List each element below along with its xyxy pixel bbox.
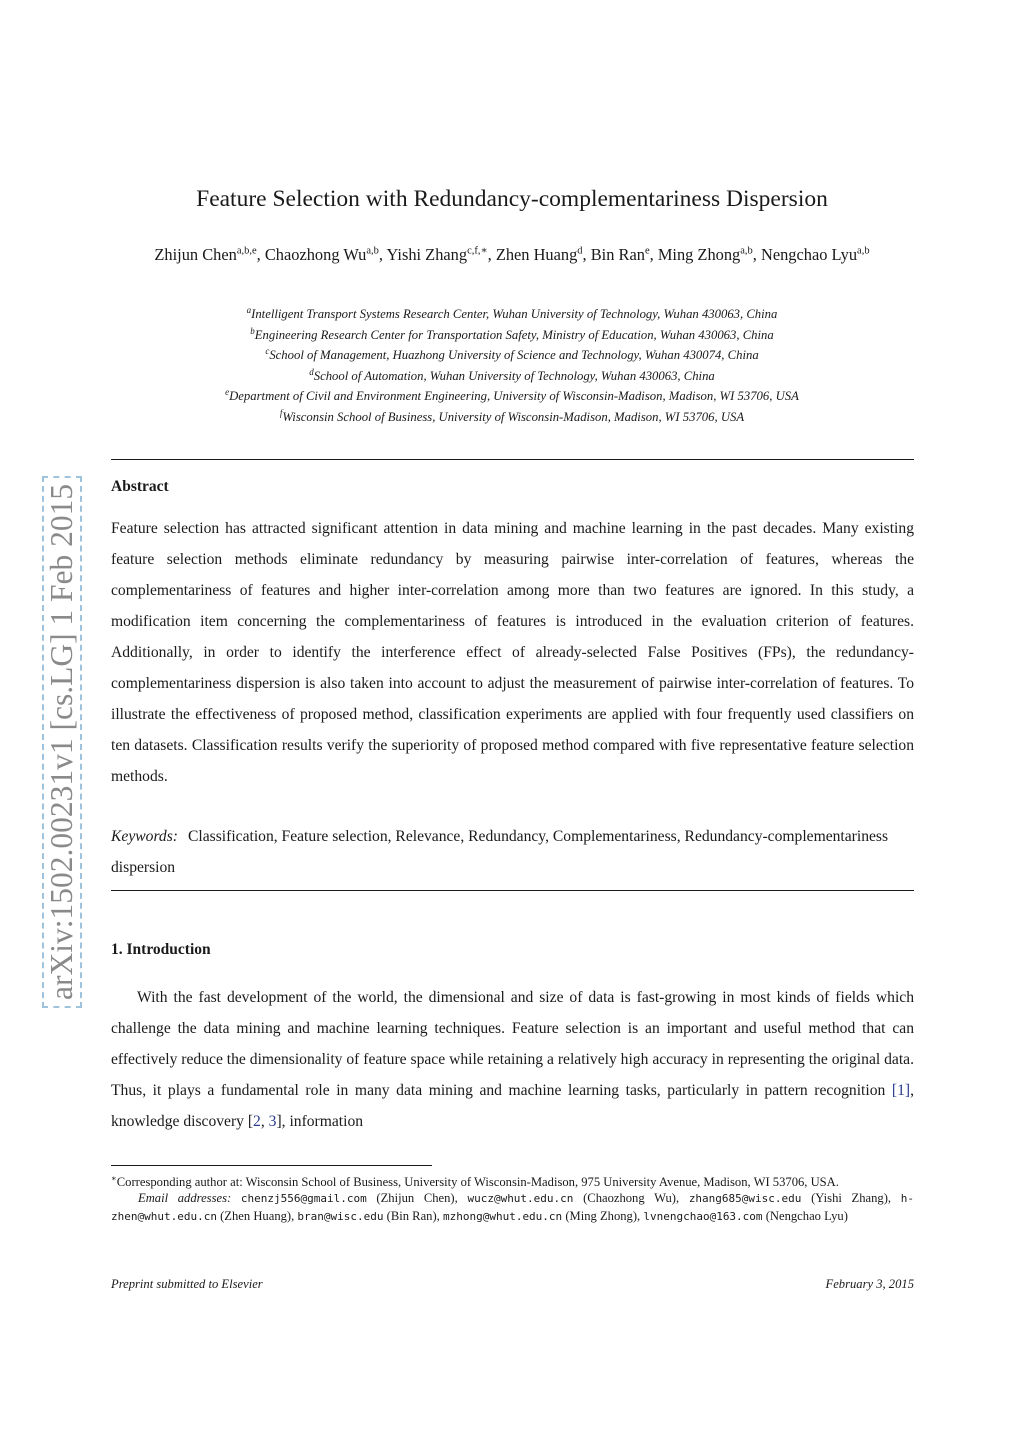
author: Nengchao Lyu$^{a,b}$ [760,245,870,265]
affiliation: $^c$School of Management, Huazhong University of Science and Technology, Wuhan 430074, China [265,346,759,363]
abstract-text: Feature selection has attracted significant attention in data mining and machine learning in the past decades. Many existing feature selection methods eliminate redundancy by measuring pairwise inter-correlation of features, whereas the complementariness of features and higher inter-correlation among more than two features are ignored. In this study, a modification item concerning the complementariness of features is introduced in the evaluation criterion of features. Additionally, in order to identify the interference effect of already-selected False Positives (FPs), the redundancy-complementariness dispersion is also taken into account to adjust the measurement of pairwise inter-correlation of features. To illustrate the effectiveness of proposed method, classification experiments are applied with four frequently used classifiers on ten datasets. Classification results verify the superiority of proposed method compared with five representative feature selection methods. [111,520,914,785]
author: Zhen Huang$^d$, [495,245,591,265]
email-link[interactable]: chenzj556@gmail.com [240,1192,367,1206]
corresponding-author-note: ∗Corresponding author at: Wisconsin School of Business, University of Wisconsin-Madison, 975 University Avenue, Madison, WI 53706, USA. [111,1173,839,1190]
author-list [112,241,912,266]
affiliation: $^f$Wisconsin School of Business, University of Wisconsin-Madison, Madison, WI 53706, USA [279,407,745,424]
affiliation: $^e$Department of Civil and Environment Engineering, University of Wisconsin-Madison, Madison, WI 53706, USA [225,387,799,404]
citation-link[interactable]: [1] [891,1082,911,1099]
preprint-note: Preprint submitted to Elsevier [111,1277,263,1291]
footnote [111,1170,914,1225]
abstract-bottom-rule [111,890,914,891]
keywords-list: Classification, Feature selection, Relevance, Redundancy, Complementariness, Redundancy-complementariness dispersion [111,828,889,876]
introduction-paragraph: With the fast development of the world, the dimensional and size of data is fast-growing in most kinds of fields which challenge the data mining and machine learning techniques. Feature selection is an important and useful method that can effectively reduce the dimensionality of feature space while retaining a relatively high accuracy in representing the original data. Thus, it plays a fundamental role in many data mining and machine learning tasks, particularly in pattern recognition [1], knowledge discovery [2, 3], information [111,989,914,1130]
email-link[interactable]: mzhong@whut.edu.cn [442,1209,563,1223]
author: Bin Ran$^e$, [590,245,658,265]
affiliation: $^b$Engineering Research Center for Transportation Safety, Ministry of Education, Wuhan 430063, China [250,325,774,342]
paper-title: Feature Selection with Redundancy-complementariness Dispersion [196,186,828,212]
affiliation: $^d$School of Automation, Wuhan University of Technology, Wuhan 430063, China [309,366,715,383]
email-link[interactable]: zhang685@wisc.edu [688,1192,802,1206]
author: Zhijun Chen$^{a,b,e}$, [154,245,265,265]
author: Ming Zhong$^{a,b}$, [657,245,761,265]
email-link[interactable]: bran@wisc.edu [297,1209,384,1223]
email-link[interactable]: wucz@whut.edu.cn [467,1192,574,1206]
abstract-heading: Abstract [111,478,169,495]
email-addresses: Email addresses: chenzj556@gmail.com (Zhijun Chen), wucz@whut.edu.cn (Chaozhong Wu), zhang685@wisc.edu (Yishi Zhang), h-zhen@whut.edu.cn (Zhen Huang), bran@wisc.edu (Bin Ran), mzhong@whut.edu.cn (Ming Zhong), lvnengchao@163.com (Nengchao Lyu) [111,1191,914,1223]
citation-link[interactable]: 2 [253,1113,261,1130]
affiliation: $^a$Intelligent Transport Systems Research Center, Wuhan University of Technology, Wuhan 430063, China [246,305,778,322]
author: Chaozhong Wu$^{a,b}$, [264,245,387,265]
citation-link[interactable]: 3 [268,1113,277,1130]
arxiv-stamp[interactable]: arXiv:1502.00231v1 [cs.LG] 1 Feb 2015 [42,476,82,1008]
keywords [111,821,914,883]
author: Yishi Zhang$^{c,f,∗}$, [386,245,496,265]
email-link[interactable]: h-zhen@whut.edu.cn [111,1192,914,1223]
abstract-top-rule [111,459,914,460]
email-link[interactable]: lvnengchao@163.com [643,1209,763,1223]
footnote-rule [111,1165,432,1166]
affiliation-list [100,302,924,425]
preprint-date: February 3, 2015 [825,1277,914,1291]
keywords-label: Keywords: [111,828,178,845]
section-heading-introduction: 1. Introduction [111,941,211,958]
